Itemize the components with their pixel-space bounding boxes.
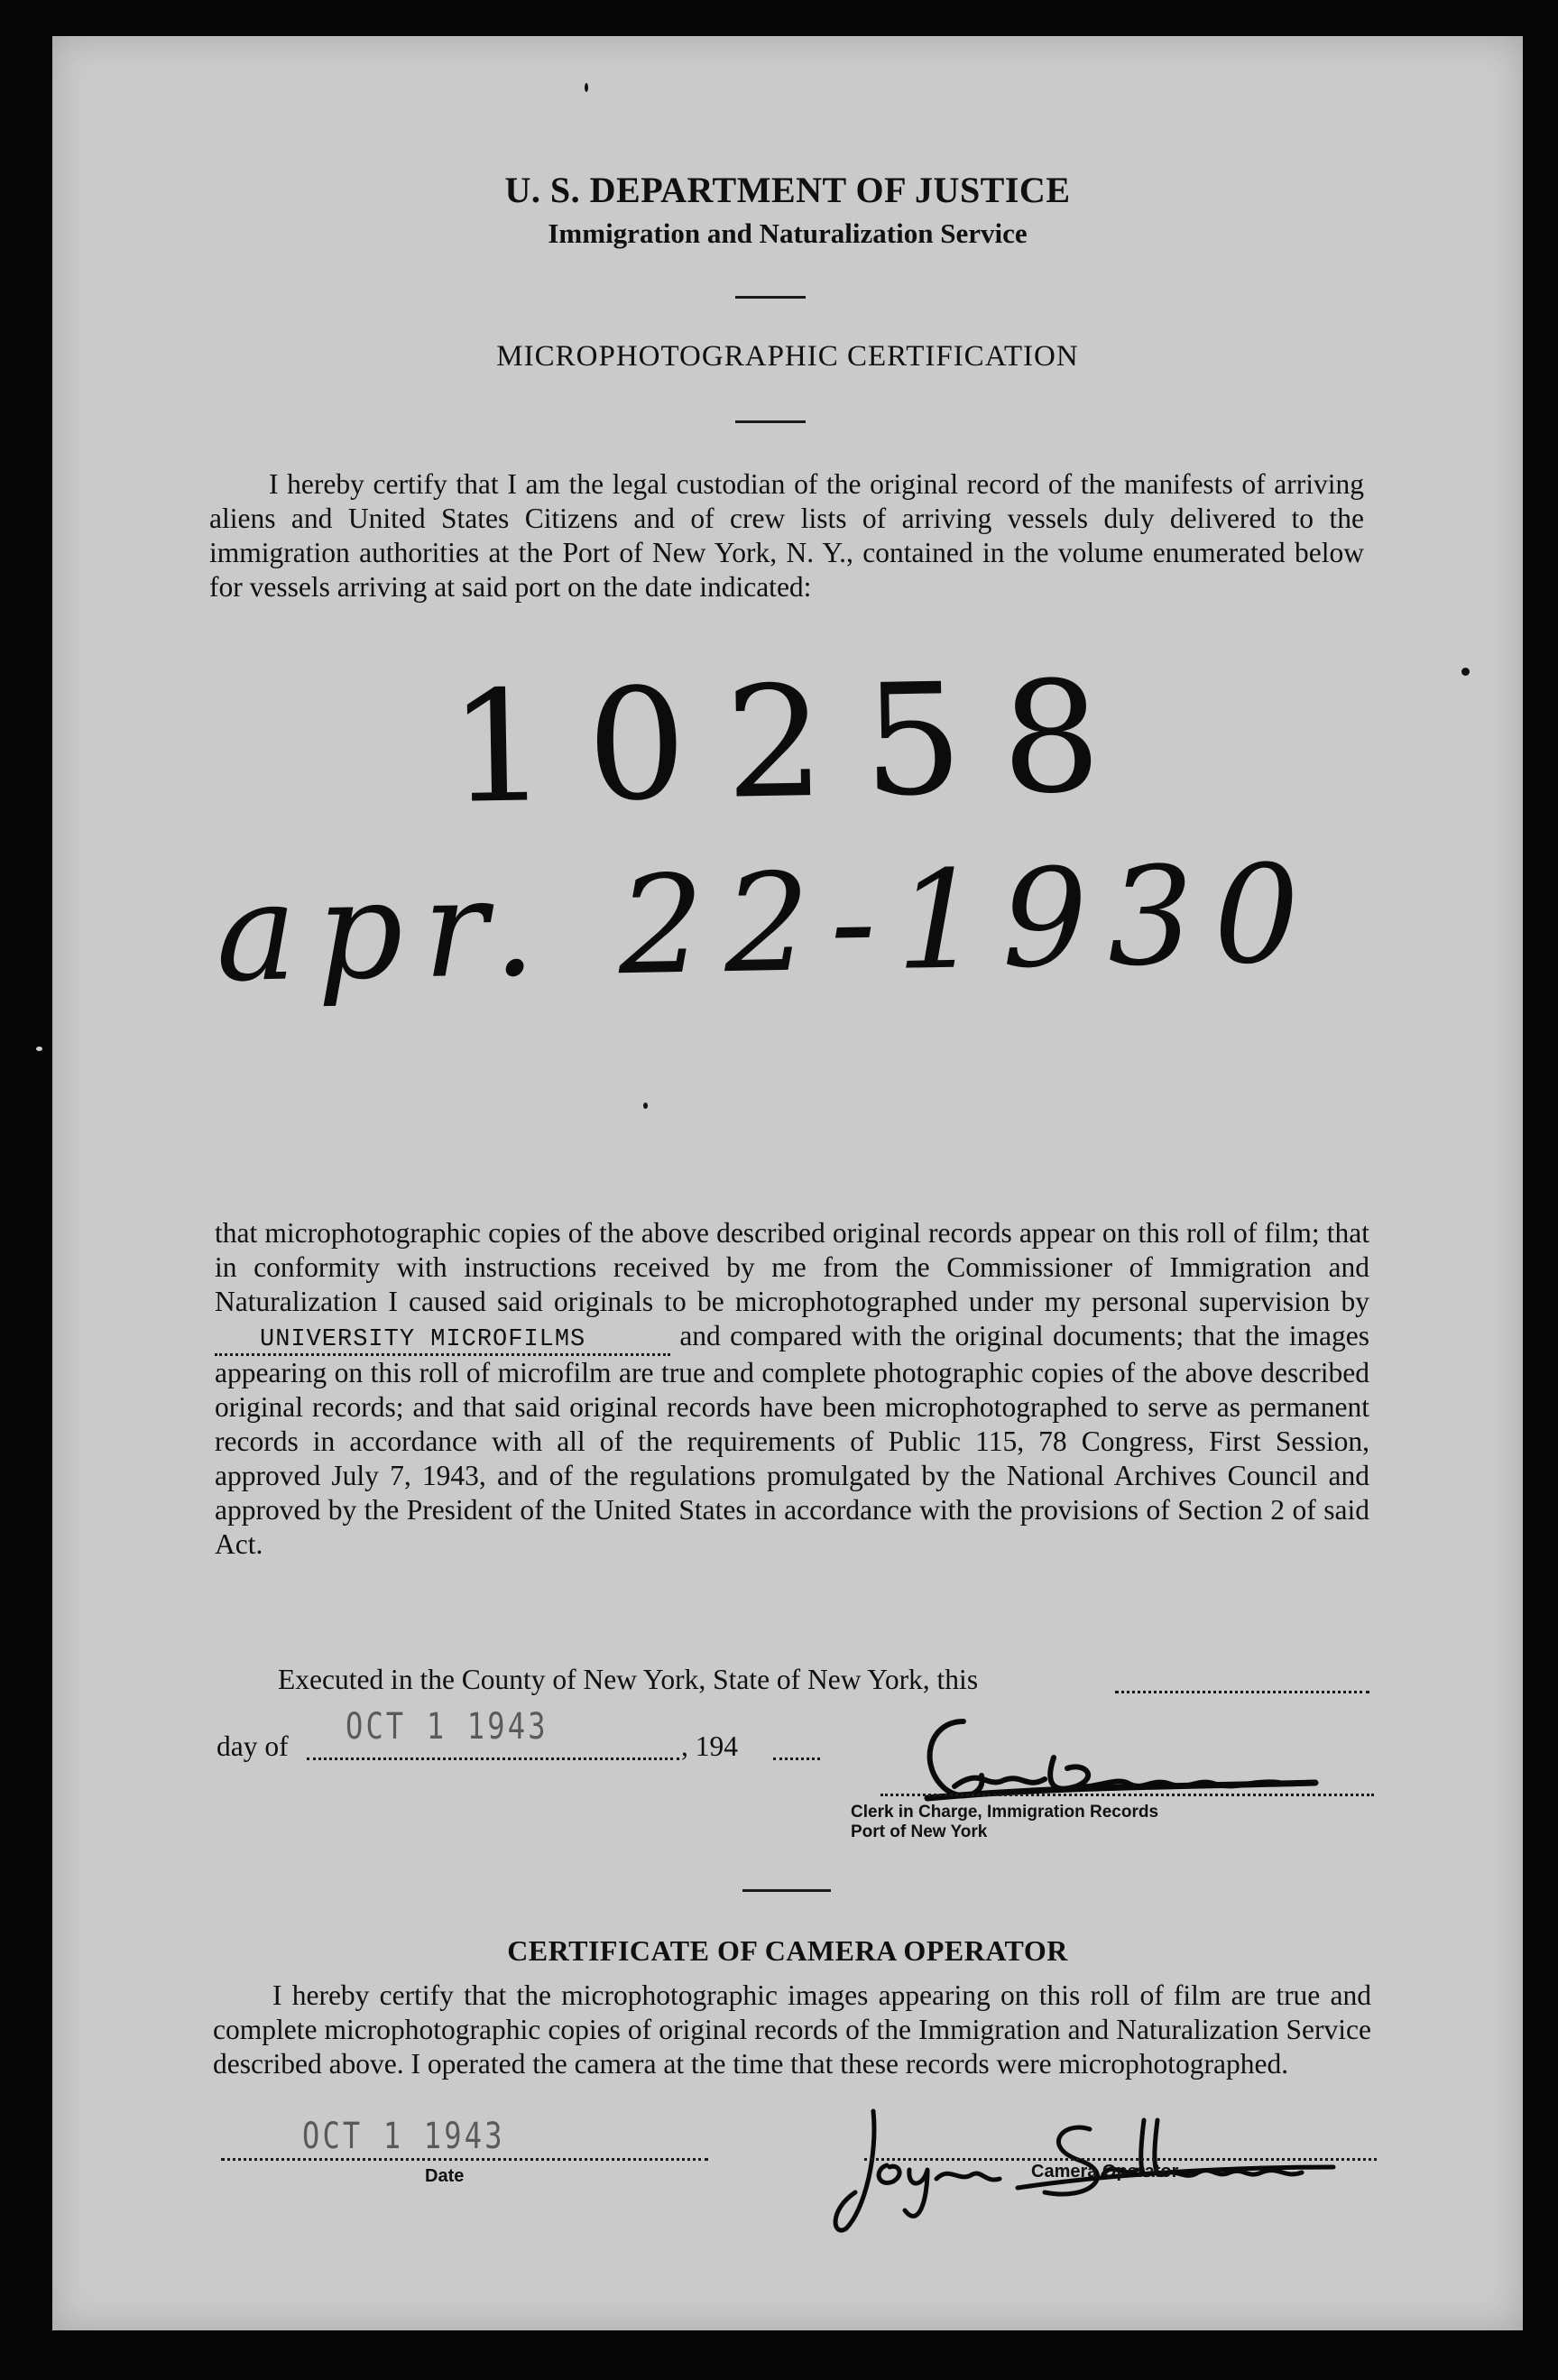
- film-mark: [36, 1047, 42, 1051]
- intro-paragraph: I hereby certify that I am the legal custodian of the original record of the manifests of arriving aliens and United States Citizens and of crew lists of arriving vessels duly delivered to the immigration authorities at the Port of New York, N. Y., contained in the volume enumerated below for vessels arriving at said port on the date indicated:: [209, 468, 1364, 603]
- clerk-title: Clerk in Charge, Immigration Records: [851, 1803, 1159, 1822]
- dust-speck: [585, 83, 588, 92]
- month-line: [307, 1757, 679, 1760]
- camera-operator-label: Camera Operator: [1031, 2162, 1179, 2182]
- divider: [735, 296, 806, 299]
- clerk-port: Port of New York: [851, 1822, 988, 1841]
- year-label: , 194: [681, 1730, 738, 1762]
- body-text-part1: that microphotographic copies of the above described original records appear on this roll of film; that in conformity with instructions received by me from the Commissioner of Immigration and Naturalization I caused said originals to be microphotographed under my personal supervision by: [215, 1217, 1369, 1317]
- dust-speck: [1461, 668, 1470, 676]
- execution-date-stamp: OCT 1 1943: [346, 1706, 549, 1748]
- day-of-label: day of: [217, 1730, 289, 1762]
- certification-body: [215, 1216, 1369, 1562]
- service-subtitle: Immigration and Naturalization Service: [548, 217, 1028, 249]
- certificate-page: [52, 36, 1523, 2330]
- divider: [735, 420, 806, 423]
- department-title: U. S. DEPARTMENT OF JUSTICE: [504, 170, 1071, 210]
- camera-operator-line: [864, 2158, 1377, 2161]
- dust-speck: [643, 1102, 648, 1109]
- camera-certificate-title: CERTIFICATE OF CAMERA OPERATOR: [507, 1934, 1068, 1967]
- handwritten-arrival-date: apr. 22-1930: [214, 835, 1321, 1012]
- year-line: [773, 1757, 820, 1760]
- date-line: [221, 2158, 708, 2161]
- filmed-by-field: UNIVERSITY MICROFILMS: [215, 1326, 670, 1356]
- body-text-part2: and compared with the original documents; that the images appearing on this roll of microfilm are true and complete photographic copies of the above described original records; and that said original records have been microphotographed to serve as permanent records in accordance with all of the requirements of Public 115, 78 Congress, First Session, approved July 7, 1943, and of the regulations promulgated by the National Archives Council and approved by the President of the United States in accordance with the provisions of Section 2 of said Act.: [215, 1320, 1370, 1560]
- camera-certificate-paragraph: I hereby certify that the microphotographic images appearing on this roll of film are true and complete microphotographic copies of original records of the Immigration and Naturalization Service described above. I operated the camera at the time that these records were microphotographed.: [213, 1979, 1371, 2080]
- date-label: Date: [425, 2166, 465, 2186]
- divider: [742, 1889, 831, 1892]
- handwritten-volume-number: 10258: [447, 647, 1141, 838]
- execution-line: Executed in the County of New York, State of New York, this: [278, 1664, 979, 1695]
- camera-date-stamp: OCT 1 1943: [302, 2116, 505, 2157]
- clerk-signature-line: [880, 1794, 1374, 1796]
- execution-day-line: [1115, 1691, 1369, 1693]
- certification-heading: MICROPHOTOGRAPHIC CERTIFICATION: [496, 340, 1079, 373]
